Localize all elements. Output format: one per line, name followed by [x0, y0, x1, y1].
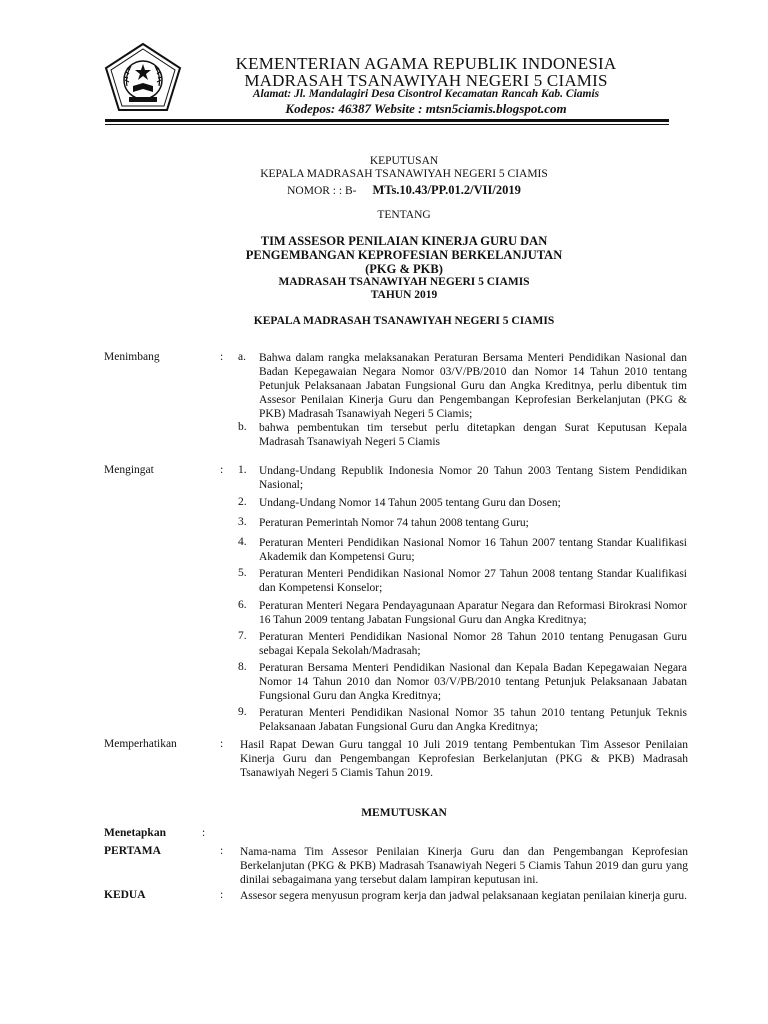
- list-marker: 3.: [238, 516, 247, 528]
- list-item: Peraturan Menteri Pendidikan Nasional Nomor 16 Tahun 2007 tentang Standar Kualifikasi Akademik dan Kompetensi Guru;: [259, 537, 687, 563]
- doc-authority: KEPALA MADRASAH TSANAWIYAH NEGERI 5 CIAMIS: [253, 315, 555, 327]
- list-item: Undang-Undang Nomor 14 Tahun 2005 tentang Guru dan Dosen;: [259, 497, 561, 509]
- doc-number-value: MTs.10.43/PP.01.2/VII/2019: [372, 183, 521, 197]
- list-marker: 4.: [238, 536, 247, 548]
- letterhead-divider-thin: [105, 124, 669, 125]
- mengingat-label: Mengingat: [104, 464, 154, 476]
- doc-subject-line3: (PKG & PKB): [365, 262, 443, 276]
- doc-number: [104, 181, 704, 199]
- list-marker: 8.: [238, 661, 247, 673]
- list-item: Peraturan Menteri Pendidikan Nasional Nomor 27 Tahun 2008 tentang Standar Kualifikasi dan Kompetensi Konselor;: [259, 568, 687, 594]
- school-contact: Kodepos: 46387 Website : mtsn5ciamis.blogspot.com: [285, 101, 567, 116]
- school-address: Alamat: Jl. Mandalagiri Desa Cisontrol Kecamatan Rancah Kab. Ciamis: [252, 88, 600, 100]
- list-item: Undang-Undang Republik Indonesia Nomor 20 Tahun 2003 Tentang Sistem Pendidikan Nasional;: [259, 465, 687, 491]
- kedua-colon: :: [220, 889, 224, 901]
- kedua-label: KEDUA: [104, 889, 146, 901]
- memperhatikan-label: Memperhatikan: [104, 738, 177, 750]
- doc-number-label: NOMOR : : B-: [287, 185, 357, 197]
- menimbang-label: Menimbang: [104, 351, 160, 363]
- list-item: Peraturan Pemerintah Nomor 74 tahun 2008 tentang Guru;: [259, 517, 529, 529]
- doc-subject-line2: PENGEMBANGAN KEPROFESIAN BERKELANJUTAN: [245, 248, 563, 262]
- list-item: Bahwa dalam rangka melaksanakan Peraturan Bersama Menteri Pendidikan Nasional dan Badan Kepegawaian Negara Nomor 03/V/PB/2010 dan Nomor 14 Tahun 2010 tentang Petunjuk Pelaksanaan Jabatan Fungsional Guru dan Angka Kreditnya, perlu dibentuk tim Assesor Penilaian Kinerja Guru dan Pengembangan Keprofesian Berkelanjutan (PKG & PKB) Madrasah Tsanawiyah Negeri 5 Ciamis;: [259, 352, 687, 420]
- menetapkan-colon: :: [202, 827, 206, 839]
- kemenag-emblem-icon: [103, 42, 183, 114]
- ministry-name: KEMENTERIAN AGAMA REPUBLIK INDONESIA: [235, 54, 617, 73]
- kedua-text: Assesor segera menyusun program kerja dan jadwal pelaksanaan kegiatan penilaian kinerja guru.: [240, 890, 688, 902]
- list-marker: 6.: [238, 599, 247, 611]
- doc-about: TENTANG: [377, 209, 431, 221]
- menimbang-colon: :: [220, 351, 224, 363]
- memperhatikan-text: Hasil Rapat Dewan Guru tanggal 10 Juli 2019 tentang Pembentukan Tim Assesor Penilaian Kinerja Guru dan Pengembangan Keprofesian Berkelanjutan (PKG & PKB) Madrasah Tsanawiyah Negeri 5 Ciamis Tahun 2019.: [240, 739, 688, 779]
- list-marker: 7.: [238, 630, 247, 642]
- list-item: Peraturan Bersama Menteri Pendidikan Nasional dan Kepala Badan Kepegawaian Negara Nomor 14 Tahun 2010 dan Nomor 03/V/PB/2010 tentang Petunjuk Pelaksanaan Jabatan Fungsional Guru dan Angka Kreditnya;: [259, 662, 687, 702]
- pertama-text: Nama-nama Tim Assesor Penilaian Kinerja Guru dan dan Pengembangan Keprofesian Berkelanjutan (PKG & PKB) Madrasah Tsanawiyah Negeri 5 Ciamis Tahun 2019 dan guru yang dinilai sebagaimana yang tersebut dalam lampiran keputusan ini.: [240, 846, 688, 886]
- list-marker: b.: [238, 421, 247, 433]
- doc-issuer: KEPALA MADRASAH TSANAWIYAH NEGERI 5 CIAMIS: [260, 168, 548, 180]
- list-marker: 9.: [238, 706, 247, 718]
- pertama-label: PERTAMA: [104, 845, 161, 857]
- decision-heading: MEMUTUSKAN: [361, 807, 447, 819]
- doc-subject-line4: MADRASAH TSANAWIYAH NEGERI 5 CIAMIS: [278, 276, 530, 288]
- list-item: Peraturan Menteri Pendidikan Nasional Nomor 28 Tahun 2010 tentang Penugasan Guru sebagai Kepala Sekolah/Madrasah;: [259, 631, 687, 657]
- mengingat-colon: :: [220, 464, 224, 476]
- list-marker: 2.: [238, 496, 247, 508]
- letterhead-divider-thick: [105, 119, 669, 122]
- list-marker: 5.: [238, 567, 247, 579]
- menetapkan-label: Menetapkan: [104, 827, 166, 839]
- memperhatikan-colon: :: [220, 738, 224, 750]
- list-item: Peraturan Menteri Negara Pendayagunaan Aparatur Negara dan Reformasi Birokrasi Nomor 16 Tahun 2009 tentang Jabatan Fungsional Guru dan Angka Kreditnya;: [259, 600, 687, 626]
- school-name: MADRASAH TSANAWIYAH NEGERI 5 CIAMIS: [244, 71, 608, 90]
- list-marker: a.: [238, 351, 246, 363]
- doc-type: KEPUTUSAN: [369, 155, 439, 167]
- list-item: Peraturan Menteri Pendidikan Nasional Nomor 35 tahun 2010 tentang Petunjuk Teknis Pelaksanaan Jabatan Fungsional Guru dan Angka Kreditnya;: [259, 707, 687, 733]
- pertama-colon: :: [220, 845, 224, 857]
- list-marker: 1.: [238, 464, 247, 476]
- doc-subject-line1: TIM ASSESOR PENILAIAN KINERJA GURU DAN: [260, 234, 548, 248]
- list-item: bahwa pembentukan tim tersebut perlu ditetapkan dengan Surat Keputusan Kepala Madrasah Tsanawiyah Negeri 5 Ciamis: [259, 422, 687, 448]
- doc-subject-line5: TAHUN 2019: [370, 289, 438, 301]
